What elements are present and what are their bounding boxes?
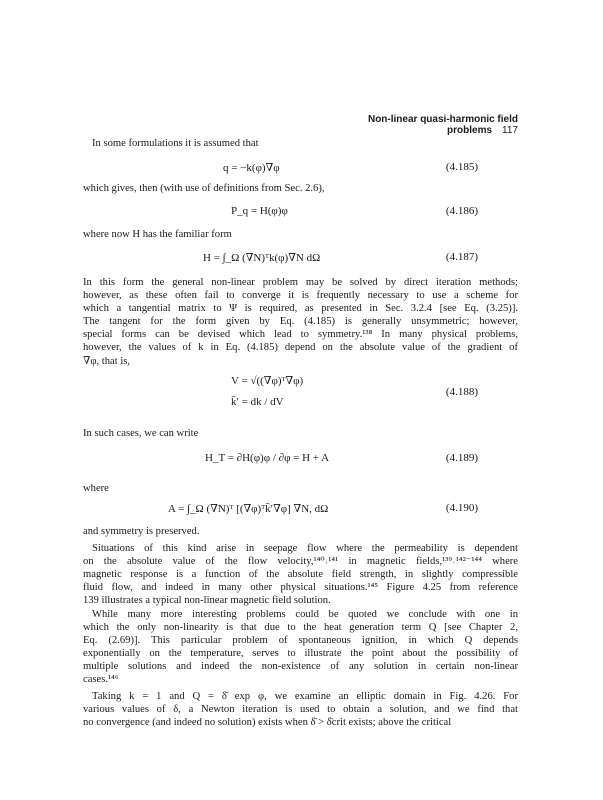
- equation-4-185: [83, 161, 518, 177]
- text-line: exponentially on the temperature, serves to illustrate the point about the possibility of: [83, 648, 518, 660]
- text-line: however, the values of k in Eq. (4.185) depend on the absolute value of the gradient of: [83, 342, 518, 354]
- text-line: multiple solutions and indeed the non-existence of any solution in certain non-linear: [83, 661, 518, 673]
- equation-4-186: [83, 205, 518, 221]
- text-line: While many more interesting problems could be quoted we conclude with one in: [92, 609, 518, 620]
- paragraph-8: [83, 542, 518, 607]
- text-line: which the only non-linearity is that due to the heat generation term Q [see Chapter 2,: [83, 622, 518, 634]
- paragraph-4: [83, 276, 518, 368]
- equation-number: (4.186): [445, 205, 478, 217]
- text-line: which a tangential matrix to Ψ is required, as presented in Sec. 3.2.4 [see Eq. (3.25)].: [83, 303, 518, 315]
- text-line: cases.¹⁴⁶: [83, 674, 119, 686]
- equation-number: (4.190): [445, 502, 478, 514]
- paragraph-6: [83, 482, 518, 495]
- text-line: magnetic response is a function of the absolute field strength, in slightly compressible: [83, 569, 518, 581]
- equation-math-line-1: V = √((∇φ)ᵀ∇φ): [231, 375, 304, 387]
- text-line: however, as these often fail to converge it is frequently necessary to use a scheme for: [83, 290, 518, 302]
- equation-math: H = ∫_Ω (∇N)ᵀk(φ)∇N dΩ: [203, 252, 321, 264]
- paragraph-2: [83, 182, 518, 195]
- equation-4-189: [83, 452, 518, 468]
- text-line: ∇φ, that is,: [83, 355, 131, 367]
- running-title: Non-linear quasi-harmonic field problems: [367, 114, 518, 136]
- text-line: no convergence (and indeed no solution) exists when δ̄ > δ̄crit exists; above the critical: [83, 717, 452, 729]
- paragraph-3: [83, 228, 518, 241]
- equation-4-190: [83, 502, 518, 518]
- equation-math: A = ∫_Ω (∇N)ᵀ [(∇φ)ᵀk̄′∇φ] ∇N, dΩ: [168, 503, 329, 515]
- text-line: on the absolute value of the flow velocity,¹⁴⁰˒¹⁴¹ in magnetic fields,¹³⁹˒¹⁴²⁻¹⁴⁴ where: [83, 556, 518, 568]
- equation-4-188: [83, 374, 518, 414]
- paragraph-9: [83, 608, 518, 687]
- paragraph-7: [83, 525, 518, 538]
- text-line: In this form the general non-linear problem may be solved by direct iteration methods;: [83, 277, 518, 288]
- equation-number: (4.188): [445, 386, 478, 398]
- equation-4-187: [83, 251, 518, 267]
- text-line: In some formulations it is assumed that: [92, 138, 259, 149]
- paragraph-1: [83, 137, 518, 150]
- text-line: In such cases, we can write: [83, 428, 199, 439]
- text-line: which gives, then (with use of definitions from Sec. 2.6),: [83, 183, 325, 194]
- equation-number: (4.185): [445, 161, 478, 173]
- text-line: 139 illustrates a typical non-linear magnetic field solution.: [83, 595, 331, 607]
- text-line: and symmetry is preserved.: [83, 526, 200, 537]
- paragraph-10: [83, 690, 518, 729]
- paragraph-5: [83, 427, 518, 440]
- equation-math: H_T = ∂H(φ)φ / ∂φ = H + A: [205, 452, 330, 464]
- equation-math: P_q = H(φ)φ: [231, 205, 288, 217]
- text-line: special forms can be devised which lead to symmetry.¹³⁸ In many physical problems,: [83, 329, 518, 341]
- text-line: Taking k = 1 and Q = δ̄ exp φ, we examine an elliptic domain in Fig. 4.26. For: [92, 691, 518, 702]
- equation-number: (4.187): [445, 251, 478, 263]
- page-number: 117: [502, 125, 518, 136]
- text-line: Situations of this kind arise in seepage flow where the permeability is dependent: [92, 543, 518, 554]
- text-line: various values of δ, a Newton iteration is used to obtain a solution, and we find that: [83, 704, 518, 716]
- text-line: Eq. (2.69)]. This particular problem of spontaneous ignition, in which Q depends: [83, 635, 518, 647]
- text-line: fluid flow, and indeed in many other physical situations.¹⁴⁵ Figure 4.25 from reference: [83, 582, 518, 594]
- equation-math-line-2: k̄′ = dk / dV: [231, 396, 284, 408]
- text-line: where: [83, 483, 109, 494]
- running-header: [300, 114, 518, 136]
- equation-number: (4.189): [445, 452, 478, 464]
- text-line: where now H has the familiar form: [83, 229, 232, 240]
- text-line: The tangent for the form given by Eq. (4.185) is generally unsymmetric; however,: [83, 316, 518, 328]
- equation-math: q = −k(φ)∇φ: [223, 162, 280, 174]
